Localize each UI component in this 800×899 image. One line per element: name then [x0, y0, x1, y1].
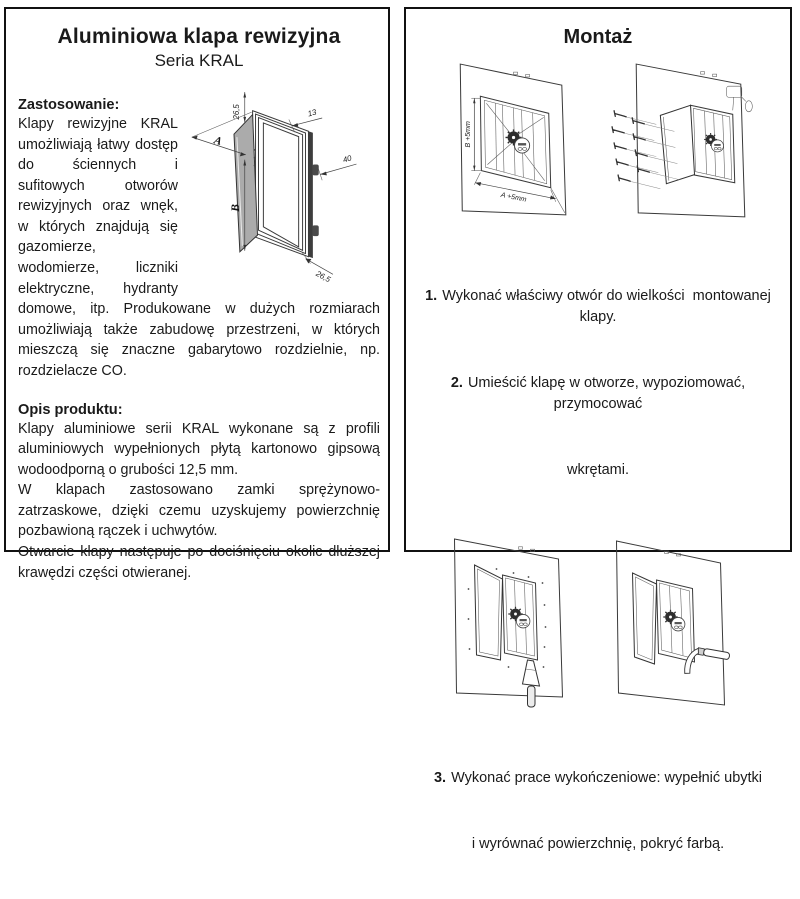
- step-3-continued: i wyrównać powierzchnię, pokryć farbą.: [471, 835, 725, 852]
- lock-mechanism: [505, 129, 529, 153]
- montaz-figures-row-2: [410, 529, 786, 719]
- dim-width-label: A: [212, 134, 224, 149]
- hatch-frame: [503, 575, 538, 660]
- opis-paragraph: Klapy aluminiowe serii KRAL wykonane są z profili aluminiowych wypełnionych płytą kartonowo gipsową wodoodporną o grubości 12,5 mm.: [18, 420, 380, 478]
- zastosowanie-section: [18, 97, 380, 382]
- step-1-number: 1.: [425, 287, 438, 304]
- dim-frame-width: 13: [306, 107, 318, 119]
- step-1-text: Wykonać właściwy otwór do wielkości montowanej klapy.: [442, 287, 775, 326]
- putty-knife: [523, 660, 540, 707]
- step-3: [410, 768, 786, 790]
- hatch-door: [234, 115, 258, 252]
- montaz-step-3: [410, 725, 786, 899]
- fig-screw-mounting: [602, 53, 778, 236]
- step-2-number: 2.: [450, 374, 463, 391]
- montaz-steps-1-2: [410, 242, 786, 525]
- step-1: [410, 286, 786, 330]
- lock-mechanism: [508, 607, 530, 628]
- step-2: [410, 373, 786, 417]
- page-subtitle: Seria KRAL: [154, 51, 244, 70]
- fig-finishing-putty: [418, 529, 594, 719]
- page-title: Aluminiowa klapa rewizyjna: [57, 25, 341, 48]
- hatch-door-open: [475, 565, 503, 660]
- dim-opening-height: B +5mm: [464, 121, 472, 148]
- dim-height-label: B: [229, 204, 242, 212]
- fig-painting: [602, 529, 778, 719]
- product-panel: [4, 7, 390, 581]
- hatch-isometric-figure: [184, 89, 380, 295]
- opening-dimensions: [465, 98, 556, 204]
- dim-top-depth: 26,5: [231, 104, 241, 120]
- hatch-door-open: [633, 573, 657, 664]
- wall: [455, 539, 563, 697]
- hatch-door-open: [660, 105, 694, 183]
- lock-module-exploded: [727, 86, 753, 112]
- lock-mechanism: [704, 133, 723, 152]
- opis-heading: Opis produktu:: [18, 401, 123, 418]
- opis-paragraph: W klapach zastosowano zamki sprężynowo-zatrzaskowe, dzięki czemu uzyskujemy powierzchnię pozbawioną rączek i uchwytów.: [18, 482, 380, 540]
- fig-cut-opening: [418, 53, 594, 236]
- step-3-text: Wykonać prace wykończeniowe: wypełnić ubytki: [451, 770, 763, 787]
- dim-bottom-depth: 26,5: [314, 269, 333, 285]
- dim-latch-offset: 40: [341, 153, 353, 165]
- zastosowanie-heading: Zastosowanie:: [18, 97, 120, 113]
- opis-paragraph: Otwarcie klapy następuje po dociśnięciu okolic dłuższej krawędzi części otwieranej.: [18, 543, 380, 581]
- hatch-frame: [657, 580, 695, 662]
- montaz-panel: [404, 7, 792, 852]
- hatch-frame: [691, 105, 735, 182]
- step-3-number: 3.: [433, 770, 447, 787]
- step-2-text: Umieścić klapę w otworze, wypoziomować, przymocować: [467, 374, 750, 413]
- zastosowanie-body: Klapy rewizyjne KRAL umożliwiają łatwy dostęp do ściennych i sufitowych otworów rewizyjnych oraz wnęk, w których znajdują się gazomierze, wodomierze, liczniki elektryczne, hydranty domowe, itp. Produkowane w dużych rozmiarach umożliwiają także zabudowę przestrzeni, w których mieszczą się znaczne gabarytowo rozdzielnie, np. rozdzielacze CO.: [18, 116, 380, 379]
- dim-opening-width: A +5mm: [500, 191, 528, 204]
- latch-knob-top: [312, 165, 318, 176]
- step-2-continued: wkrętami.: [566, 461, 630, 478]
- montaz-title: Montaż: [563, 26, 633, 48]
- hatch-frame: [253, 111, 319, 258]
- latch-knob-bottom: [312, 225, 318, 236]
- opis-section: [18, 402, 380, 584]
- hatch-isometric-diagram: [184, 89, 380, 295]
- montaz-figures-row-1: [410, 53, 786, 236]
